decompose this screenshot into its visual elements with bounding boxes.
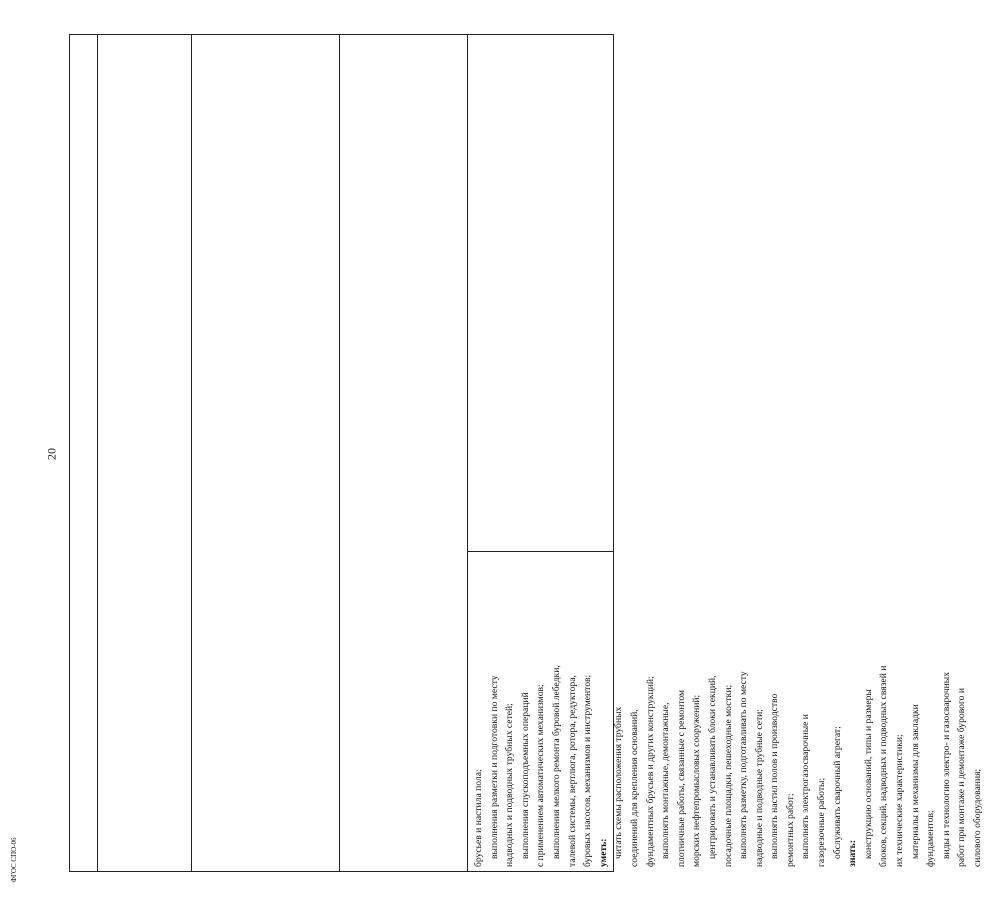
table-row-1: [70, 35, 98, 871]
text-line: выполнять электрогазосварочные и: [800, 714, 812, 859]
text-line: надводных и подводных трубных сетей;: [504, 703, 516, 867]
text-line: соединений для крепления оснований,: [628, 709, 640, 867]
text-line: работ при монтаже и демонтаже бурового и: [956, 688, 968, 867]
requirements-cell: [468, 551, 983, 871]
text-line: выполнять разметку, подготавливать по месту: [738, 671, 750, 859]
page-number: 20: [44, 448, 59, 460]
document-table-wrapper: [69, 34, 983, 872]
text-line: виды и технологию электро- и газосварочных: [940, 671, 952, 859]
text-line: талевой системы, вертлюга, ротора, редуктора,: [566, 675, 578, 867]
text-line: выполнения разметки и подготовки по месту: [488, 675, 500, 859]
text-line: знать:: [847, 840, 859, 867]
text-line: фундаментов;: [925, 810, 937, 867]
table-row-5: [468, 35, 983, 871]
text-line: силового оборудования;: [972, 768, 983, 867]
text-line: плотничные работы, связанные с ремонтом: [675, 689, 687, 867]
text-line: читать схемы расположения трубных: [613, 706, 625, 859]
requirements-text: [471, 556, 986, 867]
empty-cell: [468, 35, 613, 551]
document-table: [69, 34, 983, 872]
text-line: газорезочные работы;: [816, 777, 828, 867]
text-line: материалы и механизмы для закладки: [909, 704, 921, 859]
text-line: уметь:: [597, 838, 609, 867]
text-line: с применением автоматических механизмов;: [535, 684, 547, 867]
text-line: обслуживать сварочный агрегат;: [831, 726, 843, 859]
text-line: выполнения спускоподъемных операций: [519, 692, 531, 859]
text-line: выполнять настил полов и производство: [769, 693, 781, 859]
table-row-4: [340, 35, 468, 871]
text-line: надводные и подводные трубные сети;: [753, 709, 765, 867]
text-line: фундаментных брусьев и других конструкций;: [644, 676, 656, 867]
text-line: посадочные площадки, пешеходные мостки;: [722, 684, 734, 867]
text-line: центрировать и устанавливать блоки секций,: [706, 675, 718, 859]
footer-code: ФГОС СПО-06: [10, 837, 18, 883]
text-line: их технические характеристики;: [894, 734, 906, 867]
text-line: морских нефтепромысловых сооружений;: [691, 694, 703, 867]
text-line: конструкцию оснований, типы и размеры: [862, 689, 874, 859]
text-line: ремонтных работ;: [784, 793, 796, 867]
table-row-3: [192, 35, 339, 871]
text-line: буровых насосов, механизмов и инструментов;: [582, 674, 594, 867]
text-line: выполнения мелкого ремонта буровой лебедки,: [550, 665, 562, 859]
table-row-2: [98, 35, 193, 871]
text-line: брусьев и настила пола;: [473, 769, 484, 867]
text-line: выполнять монтажные, демонтажные,: [660, 702, 672, 859]
text-line: блоков, секций, надводных и подводных связей и: [878, 665, 890, 867]
